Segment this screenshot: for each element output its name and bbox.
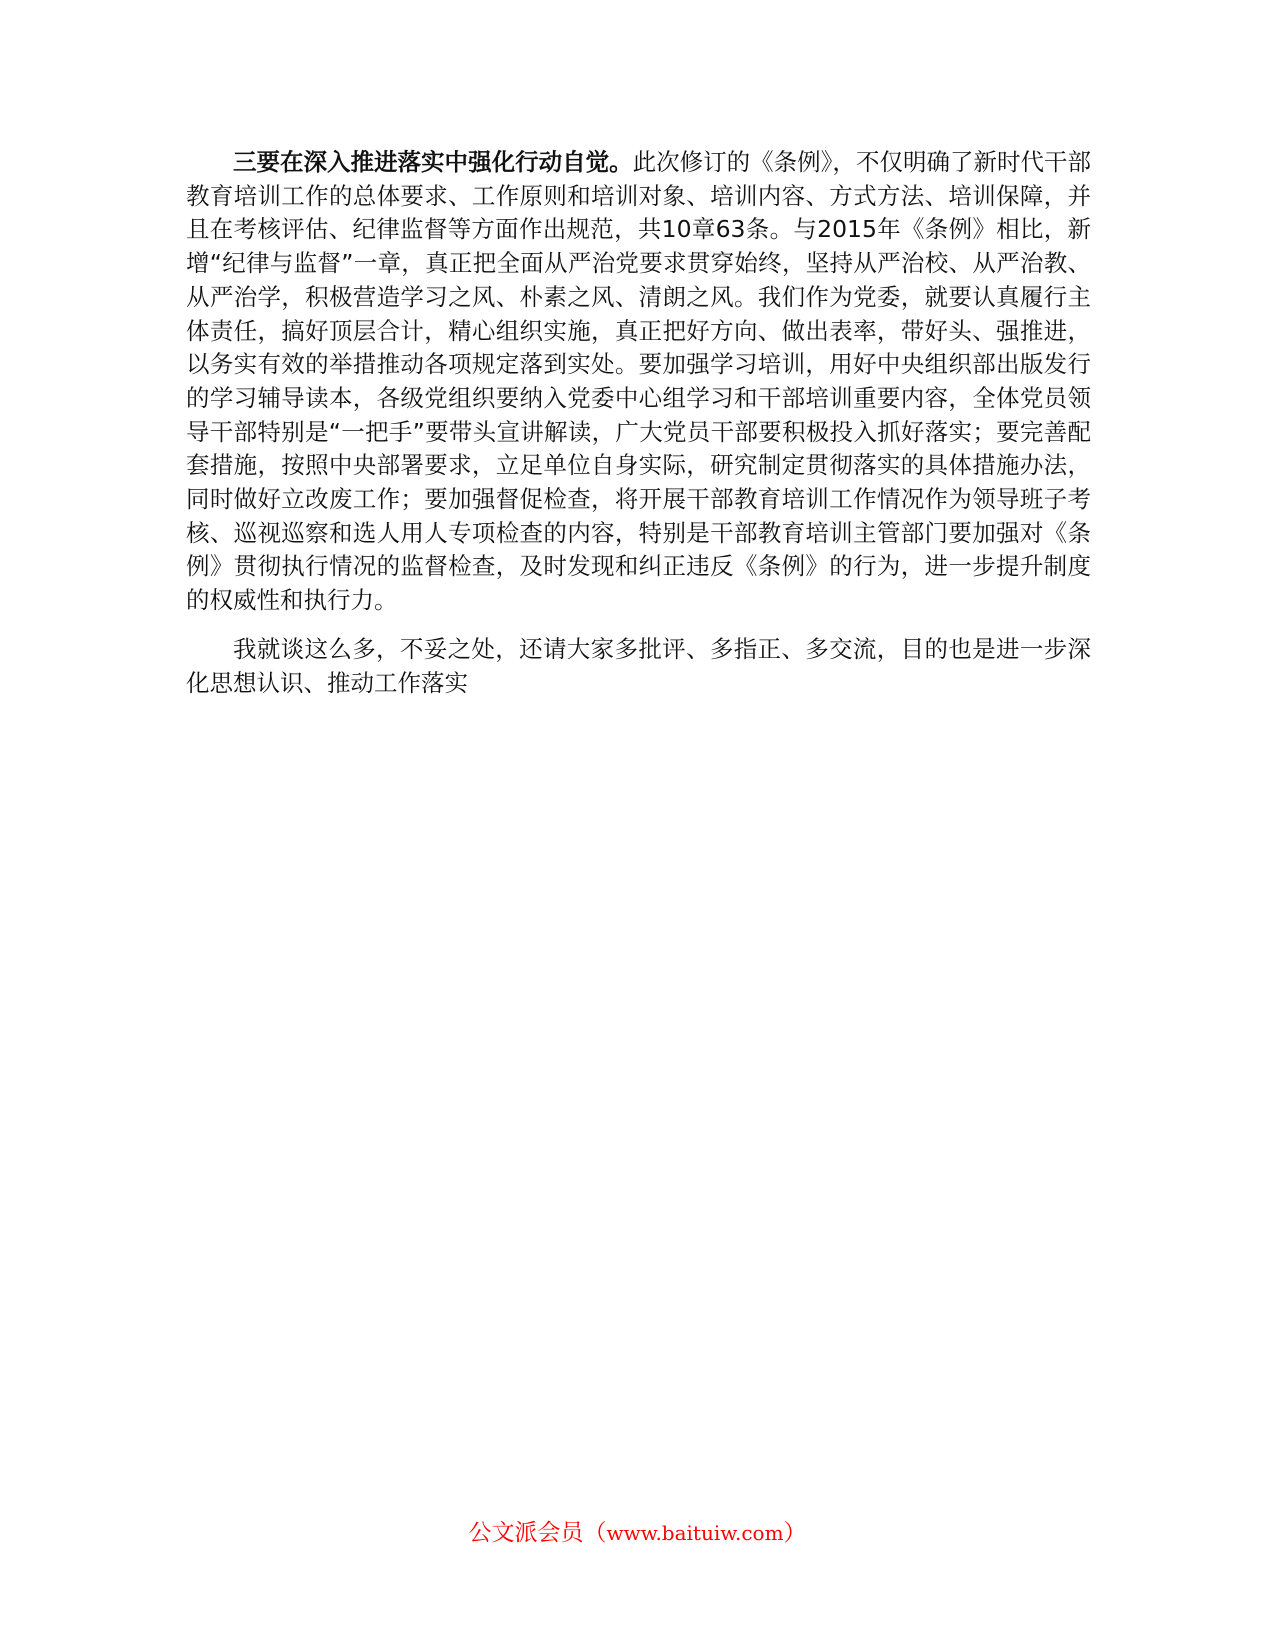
- paragraph-1: [186, 146, 1091, 618]
- paragraph-1-lead: 三要在深入推进落实中强化行动自觉。: [233, 148, 633, 176]
- paragraph-2-text: 我就谈这么多，不妥之处，还请大家多批评、多指正、多交流，目的也是进一步深化思想认识、推动工作落实: [186, 634, 1091, 697]
- footer-close: ）: [783, 1520, 807, 1546]
- document-body: [186, 146, 1091, 700]
- paragraph-1-text: 此次修订的《条例》，不仅明确了新时代干部教育培训工作的总体要求、工作原则和培训对象、培训内容、方式方法、培训保障，并且在考核评估、纪律监督等方面作出规范，共10章63条。与2015年《条例》相比，新增“纪律与监督”一章，真正把全面从严治党要求贯穿始终，坚持从严治校、从严治教、从严治学，积极营造学习之风、朴素之风、清朗之风。我们作为党委，就要认真履行主体责任，搞好顶层合计，精心组织实施，真正把好方向、做出表率，带好头、强推进，以务实有效的举措推动各项规定落到实处。要加强学习培训，用好中央组织部出版发行的学习辅导读本，各级党组织要纳入党委中心组学习和干部培训重要内容，全体党员领导干部特别是“一把手”要带头宣讲解读，广大党员干部要积极投入抓好落实；要完善配套措施，按照中央部署要求，立足单位自身实际，研究制定贯彻落实的具体措施办法，同时做好立改废工作；要加强督促检查，将开展干部教育培训工作情况作为领导班子考核、巡视巡察和选人用人专项检查的内容，特别是干部教育培训主管部门要加强对《条例》贯彻执行情况的监督检查，及时发现和纠正违反《条例》的行为，进一步提升制度的权威性和执行力。: [186, 148, 1092, 615]
- footer-label: 公文派会员（: [468, 1520, 607, 1546]
- footer-url-link[interactable]: www.baituiw.com: [606, 1521, 784, 1545]
- footer-watermark: [0, 1518, 1275, 1548]
- paragraph-2: [186, 633, 1091, 700]
